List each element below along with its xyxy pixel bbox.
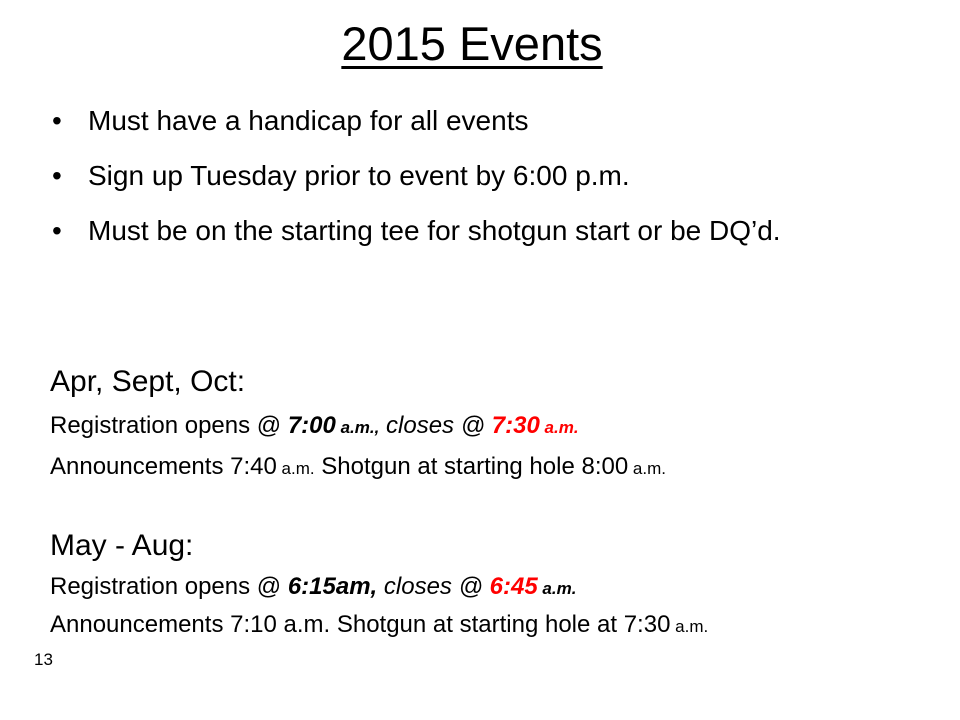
spring-fall-open-time: 7:00 (287, 412, 336, 439)
rule-starting-tee: • Must be on the starting tee for shotgun start or be DQ’d. (50, 214, 930, 247)
summer-announcements (50, 610, 950, 642)
spring-fall-announcements (50, 452, 950, 484)
summer-registration (50, 572, 950, 604)
summer-open-time: 6:15am, (287, 573, 378, 600)
summer-close-suffix: a.m. (537, 579, 577, 598)
rule-signup: • Sign up Tuesday prior to event by 6:00 p.m. (50, 159, 930, 192)
page-number: 13 (34, 650, 53, 669)
summer-closes-label: closes @ (377, 573, 490, 600)
spring-fall-shotgun-ampm: a.m. (628, 459, 666, 478)
spring-fall-registration-prefix: Registration opens @ (50, 412, 288, 439)
spring-fall-registration (50, 411, 950, 443)
summer-announcements-ampm: a.m. (670, 617, 709, 636)
summer-announcements-text: Announcements 7:10 a.m. Shotgun at starting hole at 7:30 (50, 611, 671, 638)
spring-fall-close-time: 7:30 (491, 412, 540, 439)
summer-heading: May - Aug: (50, 529, 194, 562)
slide-title (0, 14, 944, 74)
spring-fall-open-suffix: a.m., (335, 418, 380, 437)
spring-fall-announcements-prefix: Announcements 7:40 (50, 453, 277, 480)
spring-fall-shotgun: Shotgun at starting hole 8:00 (314, 453, 629, 480)
spring-fall-close-suffix: a.m. (539, 418, 579, 437)
slide-title-text: 2015 Events (341, 17, 603, 70)
spring-fall-closes-label: closes @ (379, 412, 492, 439)
spring-fall-announcements-ampm: a.m. (276, 459, 315, 478)
summer-registration-prefix: Registration opens @ (50, 573, 288, 600)
rules-list (50, 104, 930, 269)
summer-close-time: 6:45 (489, 573, 538, 600)
rule-handicap: • Must have a handicap for all events (50, 104, 930, 137)
spring-fall-heading: Apr, Sept, Oct: (50, 365, 246, 398)
